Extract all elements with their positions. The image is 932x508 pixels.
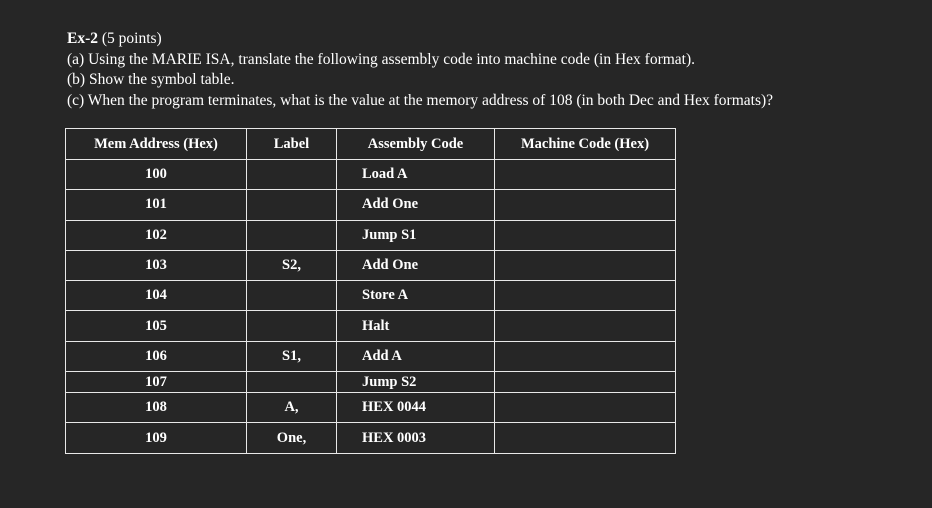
question-part-a: (a) Using the MARIE ISA, translate the following assembly code into machine code (in Hex format).: [67, 50, 696, 68]
cell-label: S2,: [247, 250, 337, 280]
cell-machine-code: [495, 281, 676, 311]
cell-assembly: [337, 281, 495, 311]
cell-machine-code: [495, 341, 676, 371]
cell-label: [247, 281, 337, 311]
question-text: [67, 29, 773, 111]
cell-address: 104: [66, 281, 247, 311]
assembly-text: Store A: [362, 287, 409, 304]
table-header-row: [66, 129, 676, 160]
cell-address: 102: [66, 220, 247, 250]
cell-address: 109: [66, 423, 247, 453]
header-label: Label: [247, 129, 337, 160]
points-label: (5 points): [98, 30, 162, 47]
table-row: [66, 250, 676, 280]
cell-machine-code: [495, 220, 676, 250]
cell-machine-code: [495, 250, 676, 280]
assembly-text: Add A: [362, 347, 402, 364]
cell-assembly: [337, 423, 495, 453]
cell-label: [247, 220, 337, 250]
question-part-c: (c) When the program terminates, what is the value at the memory address of 108 (in both Dec and Hex formats)?: [67, 91, 774, 109]
table-row: [66, 393, 676, 423]
cell-assembly: [337, 341, 495, 371]
assembly-text: Halt: [362, 317, 390, 334]
cell-label: [247, 372, 337, 393]
table-row: [66, 220, 676, 250]
cell-assembly: [337, 311, 495, 341]
table-row: [66, 372, 676, 393]
table-row: [66, 341, 676, 371]
cell-assembly: [337, 160, 495, 190]
cell-address: 108: [66, 393, 247, 423]
table-row: [66, 281, 676, 311]
question-title: [67, 29, 773, 50]
cell-assembly: [337, 220, 495, 250]
assembly-text: Jump S2: [362, 373, 417, 390]
table-row: [66, 160, 676, 190]
table-row: [66, 423, 676, 453]
cell-address: 101: [66, 190, 247, 220]
assembly-text: Jump S1: [362, 226, 417, 243]
cell-machine-code: [495, 160, 676, 190]
table-row: [66, 190, 676, 220]
assembly-text: Add One: [362, 257, 419, 274]
cell-label: [247, 190, 337, 220]
cell-machine-code: [495, 372, 676, 393]
cell-machine-code: [495, 190, 676, 220]
cell-address: 103: [66, 250, 247, 280]
cell-assembly: [337, 250, 495, 280]
header-machine-code: Machine Code (Hex): [495, 129, 676, 160]
assembly-text: Load A: [362, 166, 408, 183]
header-assembly-code: Assembly Code: [337, 129, 495, 160]
cell-address: 106: [66, 341, 247, 371]
header-mem-address: Mem Address (Hex): [66, 129, 247, 160]
cell-machine-code: [495, 393, 676, 423]
assembly-text: HEX 0003: [362, 429, 427, 446]
cell-label: One,: [247, 423, 337, 453]
assembly-text: HEX 0044: [362, 399, 427, 416]
cell-label: [247, 311, 337, 341]
cell-machine-code: [495, 311, 676, 341]
cell-machine-code: [495, 423, 676, 453]
cell-address: 100: [66, 160, 247, 190]
cell-assembly: [337, 372, 495, 393]
table-row: [66, 311, 676, 341]
cell-address: 105: [66, 311, 247, 341]
cell-address: 107: [66, 372, 247, 393]
assembly-text: Add One: [362, 196, 419, 213]
cell-assembly: [337, 393, 495, 423]
assembly-table: [65, 128, 676, 454]
cell-label: [247, 160, 337, 190]
cell-assembly: [337, 190, 495, 220]
question-part-b: (b) Show the symbol table.: [67, 71, 235, 88]
exercise-label: Ex-2: [67, 30, 98, 47]
cell-label: S1,: [247, 341, 337, 371]
cell-label: A,: [247, 393, 337, 423]
